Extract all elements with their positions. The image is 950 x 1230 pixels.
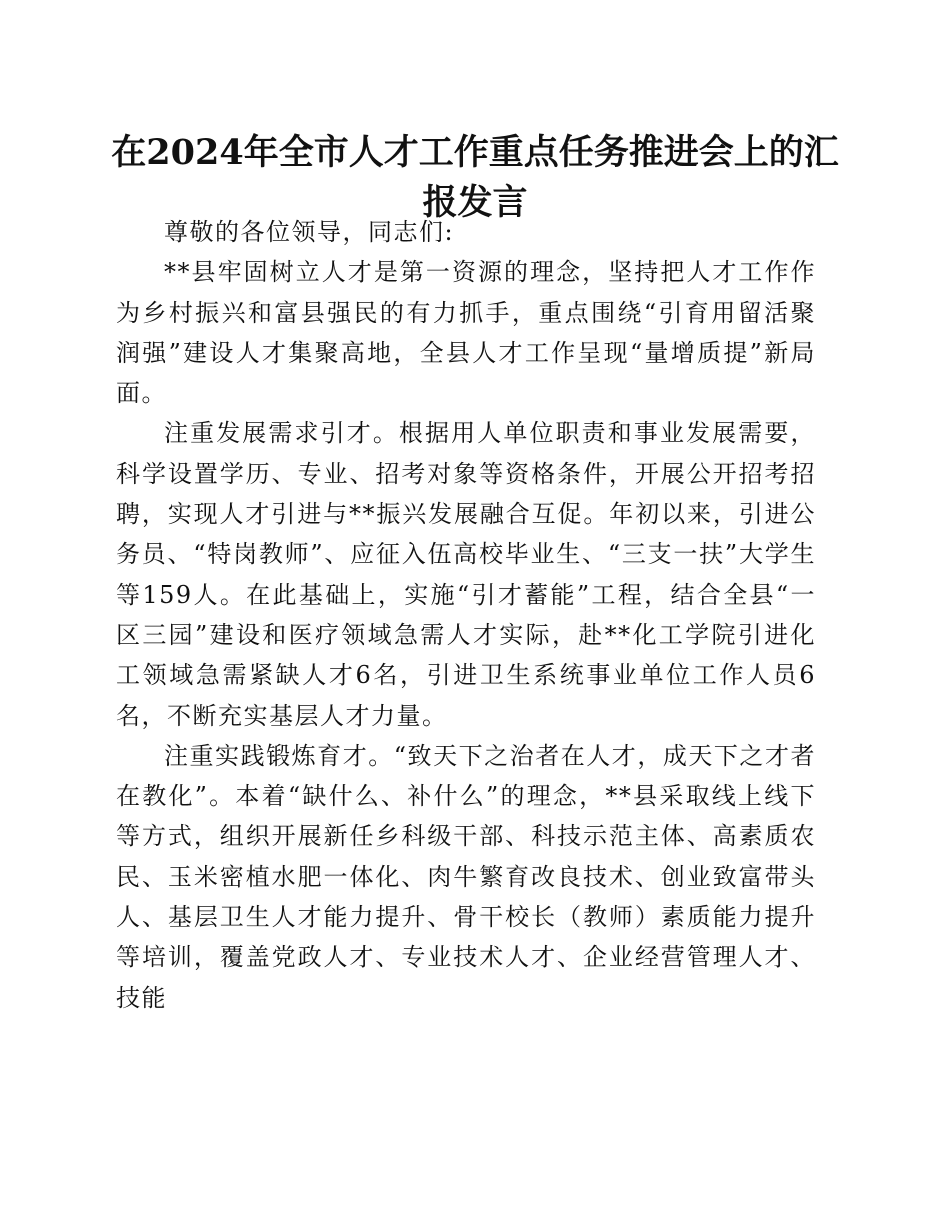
document-title: 在2024年全市人才工作重点任务推进会上的汇报发言: [111, 132, 839, 223]
paragraph-intro: **县牢固树立人才是第一资源的理念，坚持把人才工作作为乡村振兴和富县强民的有力抓手，重点围绕“引育用留活聚润强”建设人才集聚高地，全县人才工作呈现“量增质提”新局面。: [116, 258, 816, 408]
paragraph-talent-recruitment: 注重发展需求引才。根据用人单位职责和事业发展需要，科学设置学历、专业、招考对象等资格条件，开展公开招考招聘，实现人才引进与**振兴发展融合互促。年初以来，引进公务员、“特岗教师”、应征入伍高校毕业生、“三支一扶”大学生等159人。在此基础上，实施“引才蓄能”工程，结合全县“一区三园”建设和医疗领域急需人才实际，赴**化工学院引进化工领域急需紧缺人才6名，引进卫生系统事业单位工作人员6名，不断充实基层人才力量。: [116, 419, 816, 730]
document-body: [116, 212, 816, 1018]
paragraph-greeting: 尊敬的各位领导，同志们:: [164, 218, 455, 246]
paragraph-talent-training: 注重实践锻炼育才。“致天下之治者在人才，成天下之才者在教化”。本着“缺什么、补什么”的理念，**县采取线上线下等方式，组织开展新任乡科级干部、科技示范主体、高素质农民、玉米密植水肥一体化、肉牛繁育改良技术、创业致富带头人、基层卫生人才能力提升、骨干校长（教师）素质能力提升等培训，覆盖党政人才、专业技术人才、企业经营管理人才、技能: [116, 741, 816, 1012]
